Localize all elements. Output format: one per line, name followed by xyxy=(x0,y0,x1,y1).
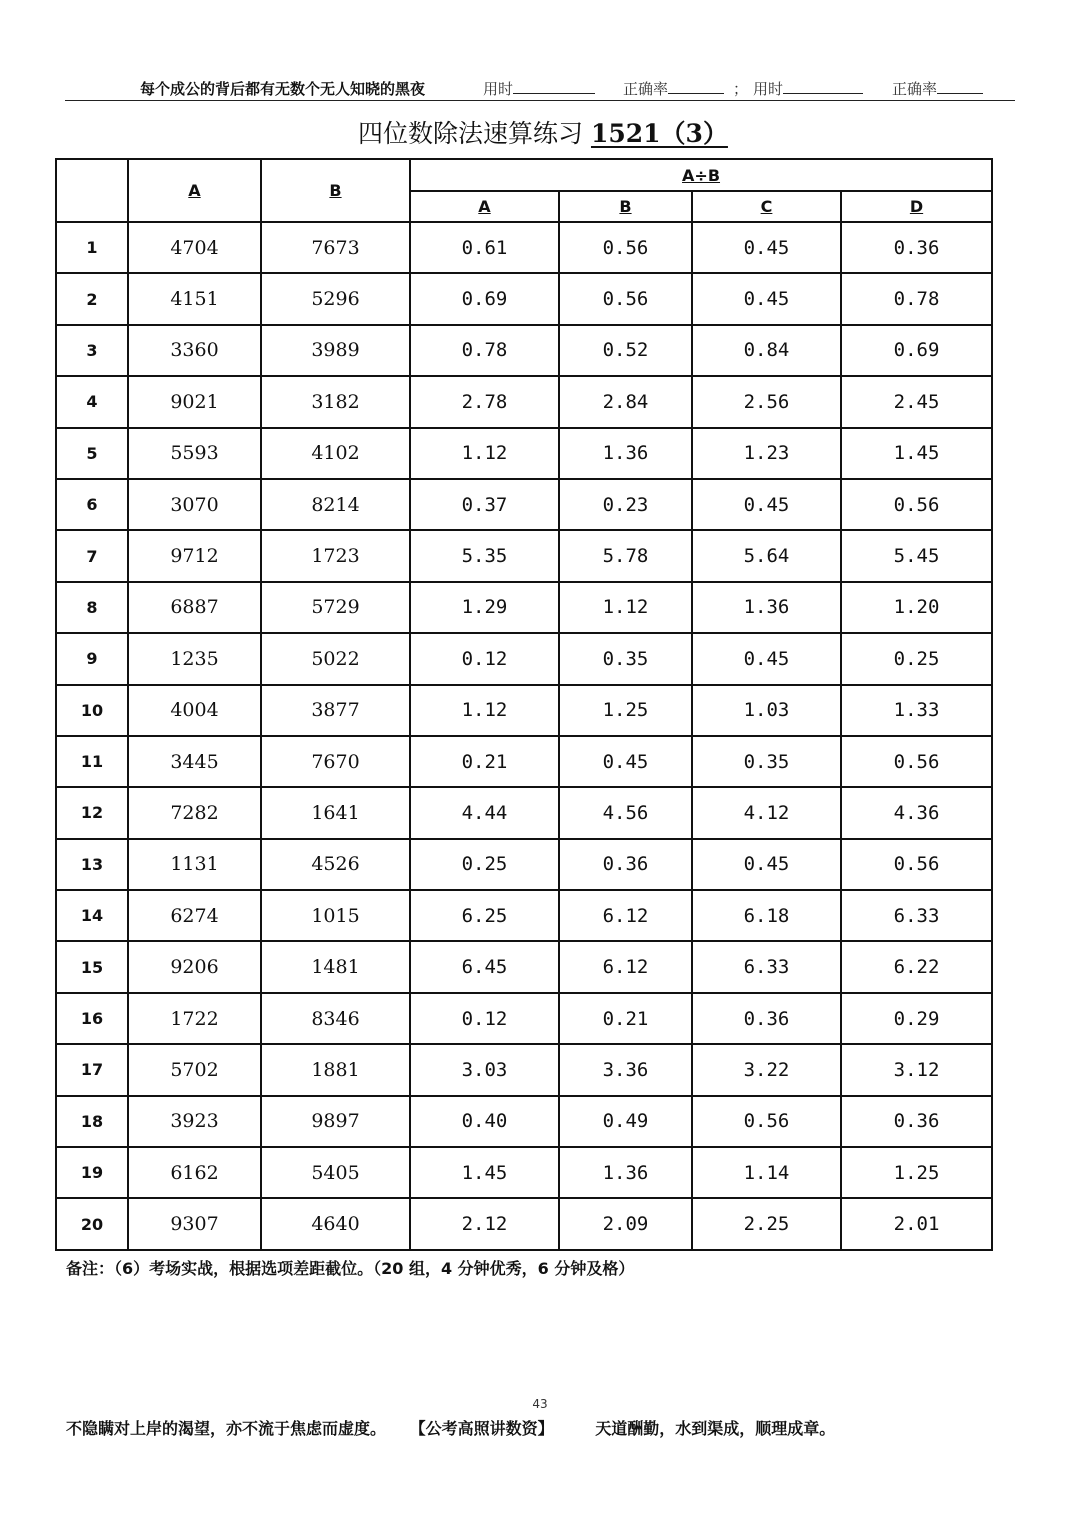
option-a-value: 0.37 xyxy=(410,479,559,530)
table-row xyxy=(56,890,992,941)
accuracy-label: 正确率 xyxy=(623,80,669,98)
value-a: 7282 xyxy=(128,787,261,838)
row-index: 1 xyxy=(56,222,128,273)
row-index: 6 xyxy=(56,479,128,530)
option-d-value: 0.78 xyxy=(841,273,992,324)
header-motto: 每个成公的背后都有无数个无人知晓的黑夜 xyxy=(140,80,426,98)
table-row xyxy=(56,1198,992,1249)
table-row xyxy=(56,325,992,376)
page-footer xyxy=(66,1416,853,1439)
row-index: 2 xyxy=(56,273,128,324)
value-a: 9206 xyxy=(128,941,261,992)
option-c-value: 0.45 xyxy=(692,222,841,273)
option-a-value: 0.21 xyxy=(410,736,559,787)
option-a-value: 0.78 xyxy=(410,325,559,376)
column-a-header: A xyxy=(128,159,261,222)
row-index: 20 xyxy=(56,1198,128,1249)
table-row xyxy=(56,736,992,787)
table-row xyxy=(56,273,992,324)
column-b-header: B xyxy=(261,159,410,222)
value-b: 4102 xyxy=(261,428,410,479)
option-b-value: 0.52 xyxy=(559,325,692,376)
value-a: 1235 xyxy=(128,633,261,684)
option-c-value: 4.12 xyxy=(692,787,841,838)
option-a-value: 0.12 xyxy=(410,633,559,684)
value-b: 1723 xyxy=(261,530,410,581)
value-b: 8346 xyxy=(261,993,410,1044)
option-d-value: 0.56 xyxy=(841,839,992,890)
accuracy-field-2[interactable] xyxy=(892,78,983,99)
value-b: 4526 xyxy=(261,839,410,890)
table-row xyxy=(56,993,992,1044)
option-d-value: 0.36 xyxy=(841,222,992,273)
option-b-header: B xyxy=(559,191,692,222)
time-label: 用时 xyxy=(753,80,784,98)
table-row xyxy=(56,428,992,479)
time-blank[interactable] xyxy=(513,79,595,94)
option-d-value: 6.33 xyxy=(841,890,992,941)
option-c-value: 1.03 xyxy=(692,685,841,736)
option-a-value: 1.29 xyxy=(410,582,559,633)
row-index: 16 xyxy=(56,993,128,1044)
option-d-value: 1.20 xyxy=(841,582,992,633)
footer-brand: 【公考高照讲数资】 xyxy=(409,1419,554,1438)
option-a-value: 1.12 xyxy=(410,428,559,479)
option-d-value: 0.69 xyxy=(841,325,992,376)
value-a: 1722 xyxy=(128,993,261,1044)
option-c-value: 0.45 xyxy=(692,479,841,530)
option-c-value: 1.36 xyxy=(692,582,841,633)
row-index: 4 xyxy=(56,376,128,427)
page-number: 43 xyxy=(532,1397,548,1411)
time-field-1[interactable] xyxy=(483,78,595,99)
value-b: 4640 xyxy=(261,1198,410,1249)
table-row xyxy=(56,222,992,273)
table-row xyxy=(56,376,992,427)
value-b: 1881 xyxy=(261,1044,410,1095)
value-a: 3923 xyxy=(128,1096,261,1147)
option-b-value: 0.21 xyxy=(559,993,692,1044)
row-index: 9 xyxy=(56,633,128,684)
time-field-2[interactable] xyxy=(753,78,863,99)
option-c-value: 0.36 xyxy=(692,993,841,1044)
value-b: 5296 xyxy=(261,273,410,324)
value-a: 9712 xyxy=(128,530,261,581)
option-d-value: 1.25 xyxy=(841,1147,992,1198)
option-a-value: 6.45 xyxy=(410,941,559,992)
option-b-value: 3.36 xyxy=(559,1044,692,1095)
table-row xyxy=(56,633,992,684)
row-index: 5 xyxy=(56,428,128,479)
table-row xyxy=(56,787,992,838)
footer-left: 不隐瞒对上岸的渴望，亦不流于焦虑而虚度。 xyxy=(66,1419,387,1438)
option-b-value: 2.09 xyxy=(559,1198,692,1249)
option-b-value: 0.45 xyxy=(559,736,692,787)
option-a-value: 0.61 xyxy=(410,222,559,273)
option-b-value: 0.49 xyxy=(559,1096,692,1147)
option-d-value: 1.33 xyxy=(841,685,992,736)
table-row xyxy=(56,1044,992,1095)
row-index: 15 xyxy=(56,941,128,992)
row-index: 18 xyxy=(56,1096,128,1147)
practice-table xyxy=(55,158,993,1251)
table-row xyxy=(56,839,992,890)
option-b-value: 1.36 xyxy=(559,1147,692,1198)
row-index: 10 xyxy=(56,685,128,736)
value-b: 7670 xyxy=(261,736,410,787)
value-a: 6162 xyxy=(128,1147,261,1198)
table-row xyxy=(56,941,992,992)
time-blank[interactable] xyxy=(783,79,863,94)
option-c-value: 2.56 xyxy=(692,376,841,427)
option-a-value: 0.40 xyxy=(410,1096,559,1147)
option-b-value: 1.12 xyxy=(559,582,692,633)
value-a: 5593 xyxy=(128,428,261,479)
option-d-value: 0.56 xyxy=(841,479,992,530)
option-d-value: 6.22 xyxy=(841,941,992,992)
value-a: 4004 xyxy=(128,685,261,736)
option-c-value: 1.14 xyxy=(692,1147,841,1198)
value-b: 9897 xyxy=(261,1096,410,1147)
accuracy-label: 正确率 xyxy=(892,80,938,98)
value-b: 1641 xyxy=(261,787,410,838)
option-a-header: A xyxy=(410,191,559,222)
option-c-value: 6.18 xyxy=(692,890,841,941)
row-index: 8 xyxy=(56,582,128,633)
option-c-value: 0.45 xyxy=(692,273,841,324)
value-b: 5405 xyxy=(261,1147,410,1198)
value-b: 3182 xyxy=(261,376,410,427)
page-header xyxy=(65,74,1015,101)
value-b: 5729 xyxy=(261,582,410,633)
row-index: 12 xyxy=(56,787,128,838)
option-b-value: 6.12 xyxy=(559,890,692,941)
value-a: 5702 xyxy=(128,1044,261,1095)
title-code: 1521（3） xyxy=(590,119,728,148)
option-d-value: 0.29 xyxy=(841,993,992,1044)
option-c-value: 6.33 xyxy=(692,941,841,992)
value-b: 5022 xyxy=(261,633,410,684)
option-c-value: 0.45 xyxy=(692,839,841,890)
value-b: 3877 xyxy=(261,685,410,736)
option-c-value: 3.22 xyxy=(692,1044,841,1095)
table-row xyxy=(56,479,992,530)
option-d-value: 3.12 xyxy=(841,1044,992,1095)
remark-note: 备注：（6）考场实战，根据选项差距截位。（20 组，4 分钟优秀，6 分钟及格） xyxy=(66,1259,635,1278)
accuracy-blank[interactable] xyxy=(937,79,983,94)
option-a-value: 6.25 xyxy=(410,890,559,941)
value-b: 1015 xyxy=(261,890,410,941)
option-a-value: 4.44 xyxy=(410,787,559,838)
option-a-value: 0.25 xyxy=(410,839,559,890)
option-a-value: 2.12 xyxy=(410,1198,559,1249)
option-b-value: 0.56 xyxy=(559,222,692,273)
row-index: 19 xyxy=(56,1147,128,1198)
option-b-value: 1.25 xyxy=(559,685,692,736)
option-d-value: 1.45 xyxy=(841,428,992,479)
value-b: 8214 xyxy=(261,479,410,530)
index-header xyxy=(56,159,128,222)
option-c-header: C xyxy=(692,191,841,222)
value-a: 6887 xyxy=(128,582,261,633)
option-d-value: 5.45 xyxy=(841,530,992,581)
header-separator: ； xyxy=(733,80,749,98)
option-b-value: 2.84 xyxy=(559,376,692,427)
table-row xyxy=(56,685,992,736)
option-b-value: 4.56 xyxy=(559,787,692,838)
option-a-value: 1.45 xyxy=(410,1147,559,1198)
value-a: 9307 xyxy=(128,1198,261,1249)
value-b: 1481 xyxy=(261,941,410,992)
row-index: 7 xyxy=(56,530,128,581)
option-d-value: 2.45 xyxy=(841,376,992,427)
option-a-value: 1.12 xyxy=(410,685,559,736)
page-title xyxy=(358,114,728,150)
division-group-header: A÷B xyxy=(410,159,992,191)
option-b-value: 6.12 xyxy=(559,941,692,992)
table-row xyxy=(56,1096,992,1147)
table-row xyxy=(56,582,992,633)
title-text: 四位数除法速算练习 xyxy=(358,119,584,148)
option-d-value: 0.25 xyxy=(841,633,992,684)
option-b-value: 0.36 xyxy=(559,839,692,890)
option-b-value: 0.23 xyxy=(559,479,692,530)
option-c-value: 0.56 xyxy=(692,1096,841,1147)
value-a: 4704 xyxy=(128,222,261,273)
value-b: 7673 xyxy=(261,222,410,273)
option-d-header: D xyxy=(841,191,992,222)
value-a: 3360 xyxy=(128,325,261,376)
option-c-value: 1.23 xyxy=(692,428,841,479)
time-label: 用时 xyxy=(483,80,514,98)
option-c-value: 0.84 xyxy=(692,325,841,376)
row-index: 3 xyxy=(56,325,128,376)
option-b-value: 5.78 xyxy=(559,530,692,581)
table-row xyxy=(56,530,992,581)
option-d-value: 2.01 xyxy=(841,1198,992,1249)
accuracy-field-1[interactable] xyxy=(623,78,724,99)
accuracy-blank[interactable] xyxy=(668,79,724,94)
option-a-value: 0.69 xyxy=(410,273,559,324)
value-a: 9021 xyxy=(128,376,261,427)
value-a: 4151 xyxy=(128,273,261,324)
row-index: 14 xyxy=(56,890,128,941)
option-a-value: 0.12 xyxy=(410,993,559,1044)
option-c-value: 0.45 xyxy=(692,633,841,684)
option-b-value: 1.36 xyxy=(559,428,692,479)
option-d-value: 0.36 xyxy=(841,1096,992,1147)
option-b-value: 0.35 xyxy=(559,633,692,684)
value-a: 3070 xyxy=(128,479,261,530)
option-a-value: 2.78 xyxy=(410,376,559,427)
option-c-value: 2.25 xyxy=(692,1198,841,1249)
option-c-value: 5.64 xyxy=(692,530,841,581)
table-body xyxy=(56,222,992,1250)
option-c-value: 0.35 xyxy=(692,736,841,787)
option-b-value: 0.56 xyxy=(559,273,692,324)
row-index: 17 xyxy=(56,1044,128,1095)
row-index: 11 xyxy=(56,736,128,787)
row-index: 13 xyxy=(56,839,128,890)
value-a: 6274 xyxy=(128,890,261,941)
footer-right: 天道酬勤，水到渠成，顺理成章。 xyxy=(595,1419,836,1438)
option-a-value: 3.03 xyxy=(410,1044,559,1095)
option-d-value: 4.36 xyxy=(841,787,992,838)
table-row xyxy=(56,1147,992,1198)
option-d-value: 0.56 xyxy=(841,736,992,787)
value-b: 3989 xyxy=(261,325,410,376)
value-a: 3445 xyxy=(128,736,261,787)
option-a-value: 5.35 xyxy=(410,530,559,581)
value-a: 1131 xyxy=(128,839,261,890)
